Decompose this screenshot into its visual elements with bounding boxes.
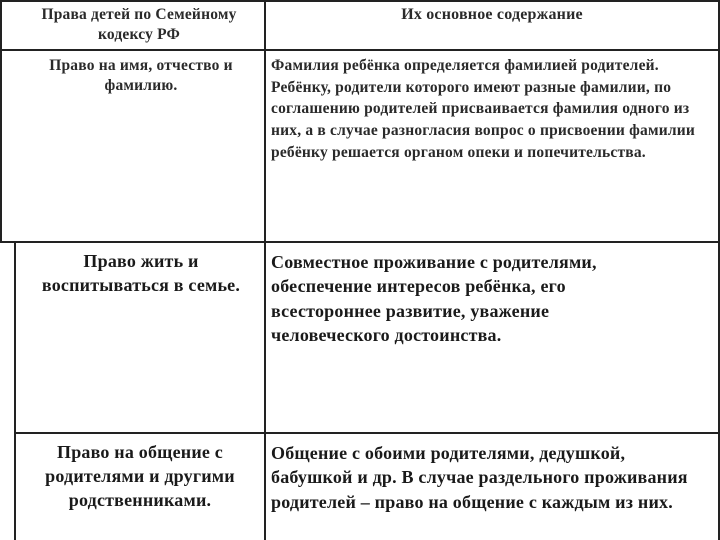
table-border-top xyxy=(0,0,720,2)
header-divider xyxy=(0,49,720,51)
right-content-1: Фамилия ребёнка определяется фамилией родителей. Ребёнку, родители которого имеют разные фамилии, по соглашению родителей присваивается фамилия одного из них, а в случае разногласия вопрос о присвоении фамилии ребёнку решается органом опеки и попечительства. xyxy=(271,57,695,161)
right-name-2: Право жить и воспитываться в семье. xyxy=(41,251,241,295)
table-border-left-upper xyxy=(0,0,2,243)
row1-divider xyxy=(0,241,720,243)
right-content-2: Совместное проживание с родителями, обеспечение интересов ребёнка, его всестороннее развитие, уважение человеческого достоинства. xyxy=(271,252,597,346)
column-divider-upper xyxy=(264,0,266,243)
right-name-1: Право на имя, отчество и фамилию. xyxy=(49,57,233,94)
table-border-left-lower xyxy=(14,241,16,540)
header-content-label: Их основное содержание xyxy=(401,6,583,23)
header-rights-label: Права детей по Семейному кодексу РФ xyxy=(41,6,237,43)
row2-divider xyxy=(14,432,720,434)
right-content-3: Общение с обоими родителями, дедушкой, бабушкой и др. В случае раздельного проживания родителей – право на общение с каждым из них. xyxy=(271,443,688,512)
right-name-3: Право на общение с родителями и другими родственниками. xyxy=(45,442,235,510)
column-divider-lower xyxy=(264,241,266,540)
